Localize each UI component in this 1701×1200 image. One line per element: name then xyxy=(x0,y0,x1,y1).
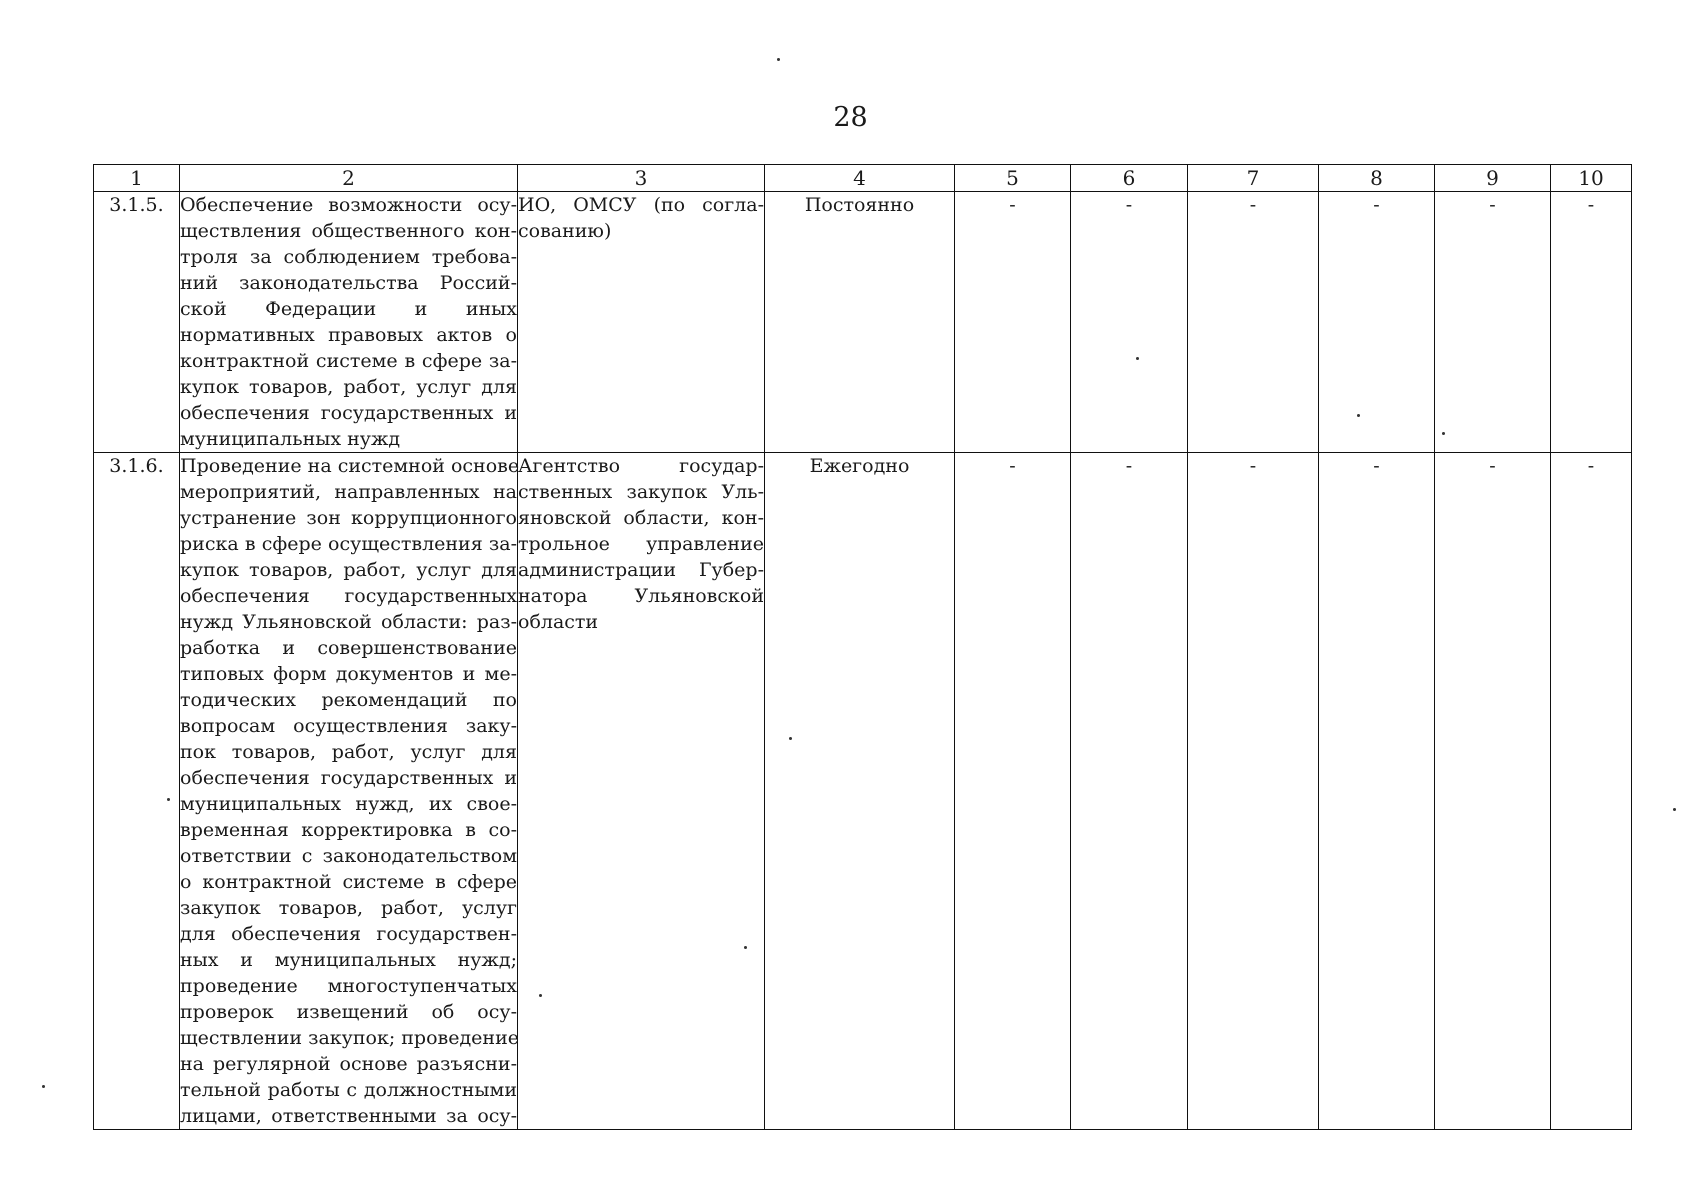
scan-speck xyxy=(167,798,170,801)
description-line: обеспечения государственных xyxy=(180,585,517,607)
executor-line: ственных закупок Уль- xyxy=(518,481,764,503)
row-value: - xyxy=(955,192,1071,453)
description-line: муниципальных нужд xyxy=(180,428,401,450)
description-line: купок товаров, работ, услуг для xyxy=(180,376,517,398)
row-period: Ежегодно xyxy=(765,453,955,1130)
row-value: - xyxy=(1435,453,1551,1130)
column-header: 2 xyxy=(180,165,518,192)
description-line: нужд Ульяновской области: раз- xyxy=(180,611,517,633)
plan-table xyxy=(93,164,1632,1130)
scan-speck xyxy=(777,58,780,61)
scan-speck xyxy=(1442,432,1445,435)
column-header: 8 xyxy=(1319,165,1435,192)
description-line: мероприятий, направленных на xyxy=(180,481,517,503)
description-line: тодических рекомендаций по xyxy=(180,689,517,711)
description-line: типовых форм документов и ме- xyxy=(180,663,517,685)
description-line: пок товаров, работ, услуг для xyxy=(180,741,517,763)
row-executor xyxy=(518,453,765,1130)
scan-speck xyxy=(42,1085,45,1088)
description-line: на регулярной основе разъясни- xyxy=(180,1053,517,1075)
row-value: - xyxy=(1319,453,1435,1130)
executor-line: области xyxy=(518,611,599,633)
row-description xyxy=(180,453,518,1130)
row-number: 3.1.6. xyxy=(94,453,180,1130)
description-line: Проведение на системной основе xyxy=(180,455,520,477)
description-line: закупок товаров, работ, услуг xyxy=(180,897,517,919)
column-header: 6 xyxy=(1071,165,1188,192)
row-executor xyxy=(518,192,765,453)
executor-line: яновской области, кон- xyxy=(518,507,764,529)
executor-line: ИО, ОМСУ (по согла- xyxy=(518,194,764,216)
row-value: - xyxy=(1319,192,1435,453)
table-row xyxy=(94,453,1632,1130)
description-line: Обеспечение возможности осу- xyxy=(180,194,517,216)
row-number: 3.1.5. xyxy=(94,192,180,453)
row-value: - xyxy=(955,453,1071,1130)
description-line: ных и муниципальных нужд; xyxy=(180,949,517,971)
description-line: обеспечения государственных и xyxy=(180,767,517,789)
description-line: устранение зон коррупционного xyxy=(180,507,517,529)
column-header: 9 xyxy=(1435,165,1551,192)
description-line: лицами, ответственными за осу- xyxy=(180,1105,517,1127)
description-line: работка и совершенствование xyxy=(180,637,517,659)
description-line: муниципальных нужд, их свое- xyxy=(180,793,517,815)
table-row xyxy=(94,192,1632,453)
description-line: вопросам осуществления заку- xyxy=(180,715,517,737)
description-line: риска в сфере осуществления за- xyxy=(180,533,517,555)
description-line: ществления общественного кон- xyxy=(180,220,517,242)
description-line: ской Федерации и иных xyxy=(180,298,517,320)
description-line: нормативных правовых актов о xyxy=(180,324,517,346)
row-description xyxy=(180,192,518,453)
description-line: троля за соблюдением требова- xyxy=(180,246,517,268)
executor-line: трольное управление xyxy=(518,533,764,555)
description-line: для обеспечения государствен- xyxy=(180,923,517,945)
column-header: 10 xyxy=(1551,165,1632,192)
page-number: 28 xyxy=(833,102,868,133)
executor-line: натора Ульяновской xyxy=(518,585,764,607)
description-line: ний законодательства Россий- xyxy=(180,272,517,294)
description-line: ответствии с законодательством xyxy=(180,845,517,867)
column-header: 5 xyxy=(955,165,1071,192)
row-period: Постоянно xyxy=(765,192,955,453)
row-value: - xyxy=(1071,192,1188,453)
description-line: временная корректировка в со- xyxy=(180,819,517,841)
description-line: контрактной системе в сфере за- xyxy=(180,350,517,372)
description-line: о контрактной системе в сфере xyxy=(180,871,517,893)
description-line: проведение многоступенчатых xyxy=(180,975,517,997)
executor-line: сованию) xyxy=(518,220,612,242)
scan-speck xyxy=(539,994,542,997)
column-header: 4 xyxy=(765,165,955,192)
column-header: 3 xyxy=(518,165,765,192)
description-line: тельной работы с должностными xyxy=(180,1079,517,1101)
scan-speck xyxy=(1136,357,1139,360)
executor-line: Агентство государ- xyxy=(518,455,764,477)
column-header: 1 xyxy=(94,165,180,192)
scan-speck xyxy=(1673,808,1676,811)
scan-speck xyxy=(789,737,792,740)
row-value: - xyxy=(1435,192,1551,453)
executor-line: администрации Губер- xyxy=(518,559,764,581)
row-value: - xyxy=(1551,453,1632,1130)
description-line: проверок извещений об осу- xyxy=(180,1001,517,1023)
column-header: 7 xyxy=(1188,165,1319,192)
row-value: - xyxy=(1188,192,1319,453)
description-line: обеспечения государственных и xyxy=(180,402,517,424)
table-header-row xyxy=(94,165,1632,192)
row-value: - xyxy=(1188,453,1319,1130)
row-value: - xyxy=(1071,453,1188,1130)
description-line: ществлении закупок; проведение xyxy=(180,1027,519,1049)
description-line: купок товаров, работ, услуг для xyxy=(180,559,517,581)
scan-speck xyxy=(744,946,747,949)
scan-speck xyxy=(1357,414,1360,417)
row-value: - xyxy=(1551,192,1632,453)
